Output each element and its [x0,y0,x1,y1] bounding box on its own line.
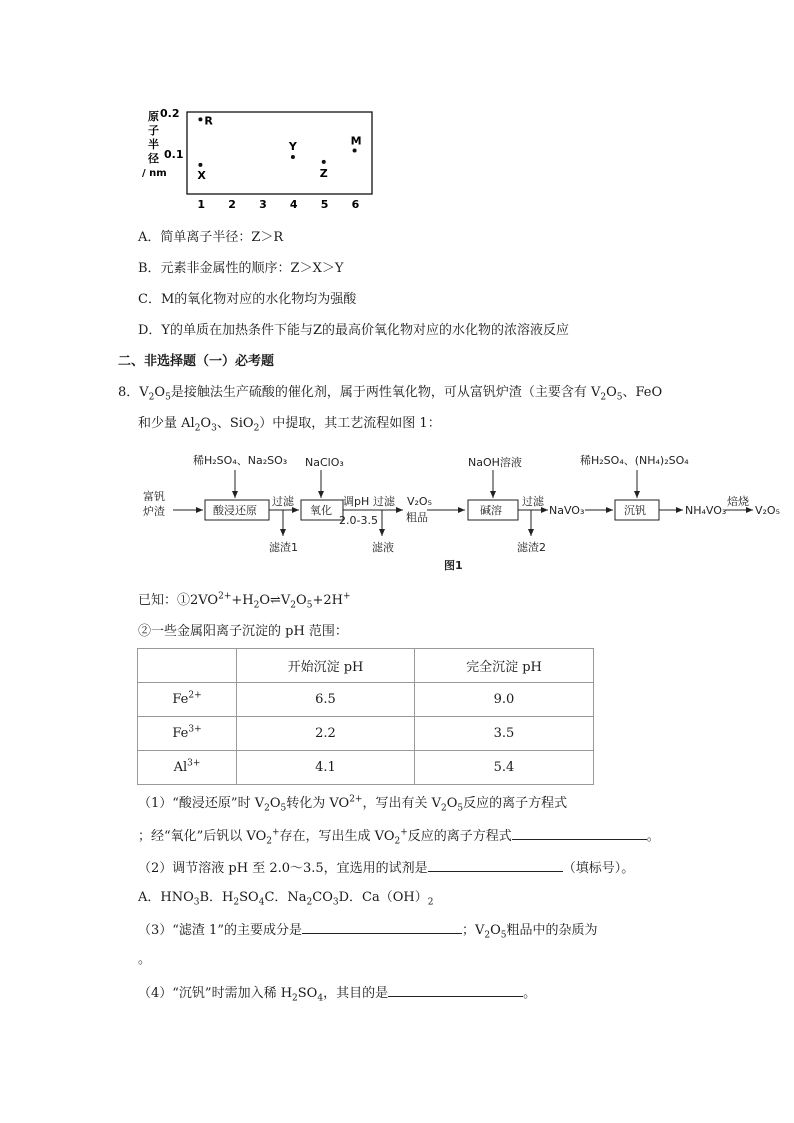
flow-adjust-1: 调pH [343,495,370,508]
sub-question-1: （1）“酸浸还原”时 $V_2O_5$转化为 $VO^{2+}$，写出有关 $V_2O_5$反应的离子方程式 [138,794,568,814]
q8-line-1: 8．$V_2O_5$是接触法生产硫酸的催化剂，属于两性氧化物，可从富钒炉渣（主要含有 $V_2O_5$、FeO [118,385,663,403]
q7-option-d: D．Y的单质在加热条件下能与Z的最高价氧化物对应的水化物的浓溶液反应 [138,323,570,338]
sub-question-3: （3）“滤渣 1”的主要成分是 ；$V_2O_5$粗品中的杂质为 [138,920,598,940]
q8-line-2: 和少量 $Al_2O_3$、SiO$_2$）中提取，其工艺流程如图 1： [138,416,441,434]
flow-calcine: 焙烧 [727,495,749,508]
table-header-cell [138,649,237,683]
xtick-label-2: 3 [259,198,267,211]
ph-range-table [137,648,594,785]
ylabel-char-3: 径 [148,152,159,165]
ion-cell: $Fe^{3+}$ [138,717,237,751]
data-point-z [322,160,326,164]
table-cell: 5.4 [415,751,594,785]
data-label-x: X [197,168,206,182]
data-point-r [198,117,202,121]
atomic-radius-chart [140,100,380,215]
answer-blank[interactable] [302,920,462,934]
x-axis-ticks [197,198,359,211]
data-label-y: Y [288,139,297,153]
flow-box-4-label: 沉钒 [624,504,646,517]
table-cell: 6.5 [237,683,415,717]
flow-box-3-label: 碱溶 [480,504,502,517]
data-points [197,114,361,182]
q7-option-c: C．M的氧化物对应的水化物均为强酸 [138,292,357,307]
xtick-label-3: 4 [289,198,298,211]
table-cell: 2.2 [237,717,415,751]
flow-nh4vo3: NH₄VO₃ [685,504,727,517]
q7-option-b: B．元素非金属性的顺序：Z＞X＞Y [138,261,344,276]
flow-navo3: NaVO₃ [549,504,585,517]
flow-filter-1: 过滤 [272,495,294,508]
data-point-m [353,148,357,152]
data-label-r: R [204,114,213,128]
flow-box-2-label: 氧化 [310,504,332,517]
flow-adjust-2: 2.0-3.5 [339,514,378,527]
table-cell: 3.5 [415,717,594,751]
xtick-label-1: 2 [228,198,236,211]
table-header-row [138,649,594,683]
data-point-y [291,155,295,159]
xtick-label-4: 5 [320,198,329,211]
data-point-x [198,163,202,167]
ylabel-char-4: / nm [142,168,167,179]
flow-v2o5-crude-2: 粗品 [406,511,428,524]
process-flow-diagram [135,448,785,578]
flow-reagent-3: NaOH溶液 [468,456,522,469]
data-label-z: Z [319,166,328,180]
q7-option-a: A．简单离子半径：Z＞R [138,230,284,245]
ylabel-char-2: 半 [148,138,159,151]
table-row [138,683,594,717]
flow-reagent-4: 稀H₂SO₄、(NH₄)₂SO₄ [580,454,689,467]
flow-reagent-1: 稀H₂SO₄、Na₂SO₃ [193,454,288,467]
flow-v2o5-crude-1: V₂O₅ [407,495,433,508]
table-header-cell: 开始沉淀 pH [237,649,415,683]
known-1: 已知：$①2VO^{2+}+H_2O\rightleftharpoons V_2O_5+2H^+$ [138,591,351,611]
flow-product: V₂O₅ [755,504,781,517]
ion-cell: $Al^{3+}$ [138,751,237,785]
known-2: ②一些金属阳离子沉淀的 pH 范围： [138,624,348,639]
sub-question-1b: ；经“氧化”后钒以 $VO_2^+$存在，写出生成 $VO_2^+$反应的离子方程式 。 [138,827,660,847]
table-header-cell: 完全沉淀 pH [415,649,594,683]
ytick-label-0: 0.2 [160,107,180,120]
ylabel-char-0: 原 [148,110,159,123]
sub-question-2-options: A．$HNO_3B$．$H_2SO_4C$．$Na_2CO_3D$．$Ca(OH)_2$ [138,890,434,908]
flow-filter-2: 过滤 [373,495,395,508]
flow-filter-3: 过滤 [522,495,544,508]
ytick-label-1: 0.1 [164,148,184,161]
sub-question-4: （4）“沉钒”时需加入稀 $H_2SO_4$，其目的是 。 [138,983,536,1003]
figure-caption: 图1 [444,559,463,572]
data-label-m: M [350,134,362,148]
flow-start-2: 炉渣 [143,505,165,518]
flow-residue-2: 滤渣2 [517,541,546,554]
xtick-label-5: 6 [351,198,360,211]
sub-question-3-end: 。 [138,952,152,967]
table-cell: 4.1 [237,751,415,785]
answer-blank[interactable] [388,983,523,997]
table-row [138,717,594,751]
flow-start-1: 富钒 [143,490,165,503]
section-title: 二、非选择题（一）必考题 [118,354,275,369]
ion-cell: $Fe^{2+}$ [138,683,237,717]
flow-filtrate: 滤液 [372,541,394,554]
answer-blank[interactable] [428,858,563,872]
table-cell: 9.0 [415,683,594,717]
table-row [138,751,594,785]
chart-frame [187,112,372,194]
xtick-label-0: 1 [197,198,206,211]
flow-residue-1: 滤渣1 [269,541,298,554]
answer-blank[interactable] [512,826,647,840]
flow-box-1-label: 酸浸还原 [213,504,257,517]
flow-reagent-2: NaClO₃ [305,456,344,469]
ylabel-char-1: 子 [148,124,159,137]
sub-question-2: （2）调节溶液 pH 至 2.0～3.5，宜选用的试剂是 （填标号）。 [138,858,634,878]
